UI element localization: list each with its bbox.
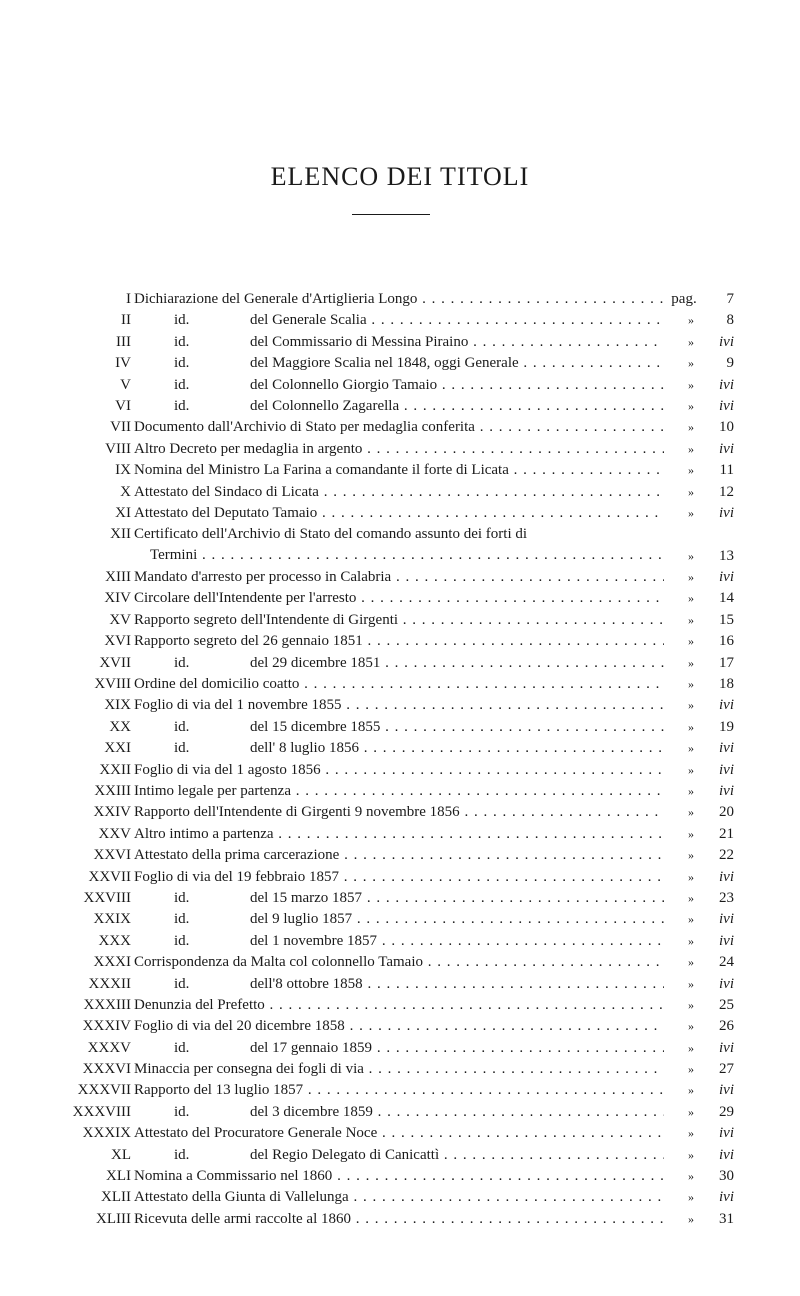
entry-number: XXIV — [93, 804, 131, 821]
entry-text: del Colonnello Giorgio Tamaio . . . — [250, 377, 664, 393]
entry-title — [134, 1166, 664, 1187]
entry-text: del Generale Scalia . . . — [250, 312, 664, 328]
entry-text: Ordine del domicilio coatto . . . — [134, 676, 664, 692]
entry-page-number: 11 — [719, 462, 734, 479]
entry-number: XL — [111, 1146, 131, 1163]
entry-text: Mandato d'arresto per processo in Calabria . . . — [134, 569, 664, 585]
list-item — [0, 952, 800, 973]
entry-number: XXXV — [87, 1039, 131, 1056]
entry-title — [134, 824, 664, 845]
list-item — [0, 1059, 800, 1080]
entry-text: Foglio di via del 19 febbraio 1857 . . . — [134, 869, 664, 885]
entry-number: XXII — [99, 761, 131, 778]
entry-page-number: 7 — [726, 291, 734, 307]
entry-ditto-mark: » — [688, 976, 694, 991]
entry-ditto-mark: » — [688, 334, 694, 349]
entry-number: VI — [115, 397, 131, 414]
entry-ditto-mark: » — [688, 441, 694, 456]
entry-number: XII — [110, 526, 131, 543]
entry-number: XXXVII — [77, 1082, 131, 1099]
entry-text: Attestato del Sindaco di Licata . . . — [134, 484, 664, 500]
entry-page-number: ivi — [719, 333, 734, 350]
entry-idem: id. — [174, 312, 190, 329]
entry-title — [134, 460, 664, 481]
list-item — [0, 888, 800, 909]
list-item — [0, 824, 800, 845]
entry-page-number: 25 — [719, 996, 734, 1013]
entry-number: X — [120, 483, 131, 500]
entry-title — [134, 353, 664, 374]
entry-text: Attestato del Procuratore Generale Noce . . . — [134, 1125, 664, 1141]
list-item — [0, 1123, 800, 1144]
entry-page-number: ivi — [719, 697, 734, 714]
entry-title — [134, 332, 664, 353]
entry-ditto-mark: » — [688, 313, 694, 328]
entry-title — [134, 1209, 664, 1230]
entry-title — [134, 1059, 664, 1080]
entry-text: del Commissario di Messina Piraino . . . — [250, 334, 664, 350]
entry-number: XXIII — [94, 783, 131, 799]
entry-title — [134, 909, 664, 930]
entry-idem: id. — [174, 1146, 190, 1163]
entry-number: XIV — [104, 590, 131, 607]
entry-ditto-mark: » — [688, 805, 694, 820]
entry-ditto-mark: » — [688, 1147, 694, 1162]
list-item — [0, 310, 800, 331]
entry-number: XLII — [101, 1189, 131, 1206]
list-item — [0, 417, 800, 438]
entry-title — [134, 439, 664, 460]
entry-text: del 29 dicembre 1851 . . . — [250, 655, 664, 671]
entry-text: Attestato della Giunta di Vallelunga . . . — [134, 1189, 664, 1205]
entry-page-number: ivi — [719, 569, 734, 586]
entry-title — [134, 503, 664, 524]
entry-ditto-mark: » — [688, 591, 694, 606]
entry-idem: id. — [174, 718, 190, 735]
entry-title — [134, 888, 664, 909]
list-item — [0, 781, 800, 802]
entry-page-number: 21 — [719, 825, 734, 842]
entry-number: III — [116, 333, 131, 350]
entry-text: Rapporto segreto dell'Intendente di Girgenti . . . — [134, 612, 664, 628]
entry-page-number: 10 — [719, 419, 734, 436]
list-item — [0, 460, 800, 481]
list-item — [0, 909, 800, 930]
entry-page-number: 22 — [719, 847, 734, 864]
entry-ditto-mark: » — [688, 655, 694, 670]
entry-title — [134, 588, 664, 609]
entry-ditto-mark: » — [688, 1040, 694, 1055]
entry-idem: id. — [174, 740, 190, 757]
list-item — [0, 631, 800, 652]
list-item — [0, 375, 800, 396]
entry-title — [134, 567, 664, 588]
list-item — [0, 353, 800, 374]
entry-title — [134, 931, 664, 952]
entry-text: Nomina del Ministro La Farina a comandante il forte di Licata . . . — [134, 462, 664, 478]
entry-ditto-mark: » — [688, 612, 694, 627]
entry-idem: id. — [174, 1039, 190, 1056]
entry-number: XXXVIII — [72, 1103, 131, 1120]
entry-text: Certificato dell'Archivio di Stato del comando assunto dei forti di — [134, 526, 528, 543]
entry-continuation: Termini . . . — [134, 545, 664, 566]
entry-text: dell' 8 luglio 1856 . . . — [250, 740, 664, 756]
entry-ditto-mark: » — [688, 634, 694, 649]
entry-number: XIII — [105, 569, 131, 586]
entry-idem: id. — [174, 654, 190, 671]
entry-page-number: ivi — [719, 397, 734, 414]
entry-title — [134, 482, 664, 503]
entry-idem: id. — [174, 355, 190, 372]
entry-ditto-mark: » — [688, 398, 694, 413]
entry-number: I — [126, 291, 131, 307]
entry-text: Circolare dell'Intendente per l'arresto . . . — [134, 590, 664, 606]
entry-page-number: 14 — [719, 590, 734, 607]
entry-page-number: 29 — [719, 1103, 734, 1120]
entry-page-number: 12 — [719, 483, 734, 500]
entry-ditto-mark: » — [688, 420, 694, 435]
entry-title — [134, 1187, 664, 1208]
list-item — [0, 503, 800, 524]
entry-idem: id. — [174, 333, 190, 350]
entry-text: Rapporto del 13 luglio 1857 . . . — [134, 1082, 664, 1098]
list-item — [0, 995, 800, 1016]
entry-ditto-mark: » — [688, 912, 694, 927]
entry-text: Foglio di via del 1 agosto 1856 . . . — [134, 762, 664, 778]
entry-number: IV — [115, 355, 131, 372]
entry-title — [134, 974, 664, 995]
entry-title — [134, 738, 664, 759]
list-item — [0, 717, 800, 738]
entry-ditto-mark: » — [688, 1083, 694, 1098]
entry-text: Attestato della prima carcerazione . . . — [134, 847, 664, 863]
entry-text: Nomina a Commissario nel 1860 . . . — [134, 1168, 664, 1184]
entry-page-number: ivi — [719, 975, 734, 992]
entry-page-number: 27 — [719, 1061, 734, 1078]
entry-title — [134, 867, 664, 888]
entry-text: Minaccia per consegna dei fogli di via . . . — [134, 1061, 664, 1077]
entry-page-number: ivi — [719, 376, 734, 393]
entry-number: XLIII — [96, 1210, 131, 1227]
entry-page-number: 24 — [719, 954, 734, 971]
list-item — [0, 1102, 800, 1123]
list-item — [0, 567, 800, 588]
entry-title — [134, 310, 664, 331]
entry-ditto-mark: » — [688, 719, 694, 734]
entry-number: VIII — [105, 440, 131, 457]
entry-page-number: ivi — [719, 1039, 734, 1056]
entry-title — [134, 417, 664, 438]
entry-idem: id. — [174, 1103, 190, 1120]
entry-number: XI — [115, 504, 131, 521]
entry-text: Documento dall'Archivio di Stato per medaglia conferita . . . — [134, 419, 664, 435]
entry-ditto-mark: » — [688, 677, 694, 692]
entry-number: XXI — [104, 740, 131, 757]
entry-title — [134, 396, 664, 417]
entry-title — [134, 375, 664, 396]
list-item — [0, 1209, 800, 1230]
entry-page-number: 13 — [719, 547, 734, 564]
list-item — [0, 845, 800, 866]
entry-number: XVIII — [94, 676, 131, 693]
entry-title — [134, 631, 664, 652]
entry-title — [134, 674, 664, 695]
entry-page-number: ivi — [719, 1189, 734, 1206]
entry-ditto-mark: » — [688, 484, 694, 499]
entry-number: XXXVI — [82, 1061, 131, 1078]
entry-text: del Maggiore Scalia nel 1848, oggi Generale . . . — [250, 355, 664, 371]
entry-idem: id. — [174, 376, 190, 393]
entry-ditto-mark: » — [688, 1062, 694, 1077]
list-item — [0, 1145, 800, 1166]
entry-page-number: ivi — [719, 1082, 734, 1099]
entry-title — [134, 717, 664, 738]
entry-number: XXIX — [93, 911, 131, 928]
entry-text: del Colonnello Zagarella . . . — [250, 398, 664, 414]
entry-idem: id. — [174, 397, 190, 414]
entry-title — [134, 289, 664, 310]
list-item — [0, 1187, 800, 1208]
entry-page-number: ivi — [719, 932, 734, 949]
entry-ditto-mark: » — [688, 1126, 694, 1141]
entry-ditto-mark: » — [688, 1019, 694, 1034]
entry-idem: id. — [174, 889, 190, 906]
entry-ditto-mark: » — [688, 356, 694, 371]
list-item — [0, 653, 800, 674]
entry-page-number: 20 — [719, 804, 734, 821]
entry-ditto-mark: » — [688, 933, 694, 948]
entry-text: Attestato del Deputato Tamaio . . . — [134, 505, 664, 521]
entry-title — [134, 760, 664, 781]
entry-ditto-mark: » — [688, 890, 694, 905]
entry-text: Ricevuta delle armi raccolte al 1860 . . . — [134, 1211, 664, 1227]
entry-text: Dichiarazione del Generale d'Artiglieria Longo . . . — [134, 291, 664, 307]
title-rule — [352, 214, 430, 215]
entry-page-number: 31 — [719, 1210, 734, 1227]
entry-text: del Regio Delegato di Canicattì . . . — [250, 1147, 664, 1163]
entry-ditto-mark: » — [688, 377, 694, 392]
entry-ditto-mark: » — [688, 784, 694, 798]
list-item — [0, 974, 800, 995]
entry-page-number: ivi — [719, 761, 734, 778]
entry-number: XXX — [98, 932, 131, 949]
list-item — [0, 674, 800, 695]
entry-text: Denunzia del Prefetto . . . — [134, 997, 664, 1013]
entry-number: XV — [109, 611, 131, 628]
entry-text: Rapporto dell'Intendente di Girgenti 9 novembre 1856 . . . — [134, 804, 664, 820]
list-item — [0, 931, 800, 952]
page-title: ELENCO DEI TITOLI — [270, 162, 530, 191]
entry-ditto-mark: » — [688, 570, 694, 585]
entry-number: XXVII — [88, 868, 131, 885]
entry-page-number: 9 — [726, 355, 734, 372]
entry-title — [134, 653, 664, 674]
entry-page-number: ivi — [719, 740, 734, 757]
entry-ditto-mark: » — [688, 1211, 694, 1226]
entry-idem: id. — [174, 932, 190, 949]
entry-page-number: ivi — [719, 504, 734, 521]
entry-idem: id. — [174, 975, 190, 992]
entry-page-number: ivi — [719, 783, 734, 799]
entry-number: XXVI — [93, 847, 131, 864]
list-item — [0, 482, 800, 503]
list-item — [0, 802, 800, 823]
entry-title — [134, 802, 664, 823]
entry-text: del 9 luglio 1857 . . . — [250, 911, 664, 927]
entry-number: XXXIII — [83, 996, 131, 1013]
list-item — [0, 588, 800, 609]
entry-title — [134, 1016, 664, 1037]
entry-title — [134, 1038, 664, 1059]
entry-number: XVII — [99, 654, 131, 671]
entry-page-number: ivi — [719, 440, 734, 457]
entry-ditto-mark: » — [688, 869, 694, 884]
list-item — [0, 1016, 800, 1037]
list-item — [0, 289, 800, 310]
entry-ditto-mark: » — [688, 698, 694, 713]
entry-ditto-mark: » — [688, 548, 694, 563]
entry-number: XXVIII — [83, 889, 131, 906]
entry-title — [134, 781, 664, 802]
entry-text: del 1 novembre 1857 . . . — [250, 933, 664, 949]
entry-title — [134, 524, 674, 566]
entry-text: Foglio di via del 1 novembre 1855 . . . — [134, 697, 664, 713]
list-item — [0, 867, 800, 888]
entry-ditto-mark: » — [688, 955, 694, 970]
entry-number: VII — [110, 419, 131, 436]
entry-text: dell'8 ottobre 1858 . . . — [250, 976, 664, 992]
list-item — [0, 1038, 800, 1059]
entry-text: del 15 marzo 1857 . . . — [250, 890, 664, 906]
entry-page-number: 26 — [719, 1018, 734, 1035]
table-of-contents — [0, 289, 800, 1230]
entry-title — [134, 995, 664, 1016]
entry-number: XX — [109, 718, 131, 735]
entry-ditto-mark: » — [688, 1169, 694, 1184]
page-label: pag. — [671, 291, 697, 307]
list-item — [0, 439, 800, 460]
entry-text: Altro Decreto per medaglia in argento . . . — [134, 441, 664, 457]
entry-page-number: 19 — [719, 718, 734, 735]
entry-page-number: 30 — [719, 1168, 734, 1185]
entry-text: del 17 gennaio 1859 . . . — [250, 1040, 664, 1056]
list-item — [0, 1166, 800, 1187]
entry-page-number: ivi — [719, 1125, 734, 1142]
entry-number: V — [120, 376, 131, 393]
entry-text: Altro intimo a partenza . . . — [134, 826, 664, 842]
entry-ditto-mark: » — [688, 505, 694, 520]
list-item — [0, 524, 800, 567]
entry-text: del 3 dicembre 1859 . . . — [250, 1104, 664, 1120]
entry-page-number: ivi — [719, 868, 734, 885]
entry-ditto-mark: » — [688, 848, 694, 863]
entry-ditto-mark: » — [688, 1190, 694, 1205]
entry-ditto-mark: » — [688, 1104, 694, 1119]
entry-number: XXXI — [93, 954, 131, 971]
list-item — [0, 332, 800, 353]
entry-title — [134, 695, 664, 716]
entry-title — [134, 1080, 664, 1101]
list-item — [0, 760, 800, 781]
entry-number: XXV — [98, 825, 131, 842]
list-item — [0, 695, 800, 716]
list-item — [0, 1080, 800, 1101]
entry-ditto-mark: » — [688, 997, 694, 1012]
entry-ditto-mark: » — [688, 463, 694, 478]
entry-title — [134, 610, 664, 631]
list-item — [0, 610, 800, 631]
entry-ditto-mark: » — [688, 826, 694, 841]
entry-number: XVI — [104, 633, 131, 650]
entry-text: Rapporto segreto del 26 gennaio 1851 . . . — [134, 633, 664, 649]
entry-text: Foglio di via del 20 dicembre 1858 . . . — [134, 1018, 664, 1034]
entry-text: del 15 dicembre 1855 . . . — [250, 719, 664, 735]
entry-number: IX — [115, 462, 131, 479]
entry-title — [134, 845, 664, 866]
entry-page-number: 18 — [719, 676, 734, 693]
entry-ditto-mark: » — [688, 762, 694, 777]
entry-page-number: 23 — [719, 889, 734, 906]
entry-page-number: ivi — [719, 911, 734, 928]
entry-number: XLI — [106, 1168, 131, 1185]
entry-ditto-mark: » — [688, 741, 694, 756]
entry-number: XXXIV — [82, 1018, 131, 1035]
entry-page-number: 15 — [719, 611, 734, 628]
list-item — [0, 396, 800, 417]
entry-page-number: 16 — [719, 633, 734, 650]
entry-number: XIX — [104, 697, 131, 714]
entry-text: Intimo legale per partenza . . . — [134, 783, 664, 799]
entry-title — [134, 952, 664, 973]
entry-page-number: ivi — [719, 1146, 734, 1163]
entry-page-number: 8 — [726, 312, 734, 329]
entry-idem: id. — [174, 911, 190, 928]
list-item — [0, 738, 800, 759]
entry-text: Corrispondenza da Malta col colonnello Tamaio . . . — [134, 954, 664, 970]
entry-number: XXXII — [88, 975, 131, 992]
entry-number: XXXIX — [82, 1125, 131, 1142]
entry-title — [134, 1145, 664, 1166]
entry-number: II — [121, 312, 131, 329]
entry-page-number: 17 — [719, 654, 734, 671]
entry-title — [134, 1123, 664, 1144]
entry-title — [134, 1102, 664, 1123]
